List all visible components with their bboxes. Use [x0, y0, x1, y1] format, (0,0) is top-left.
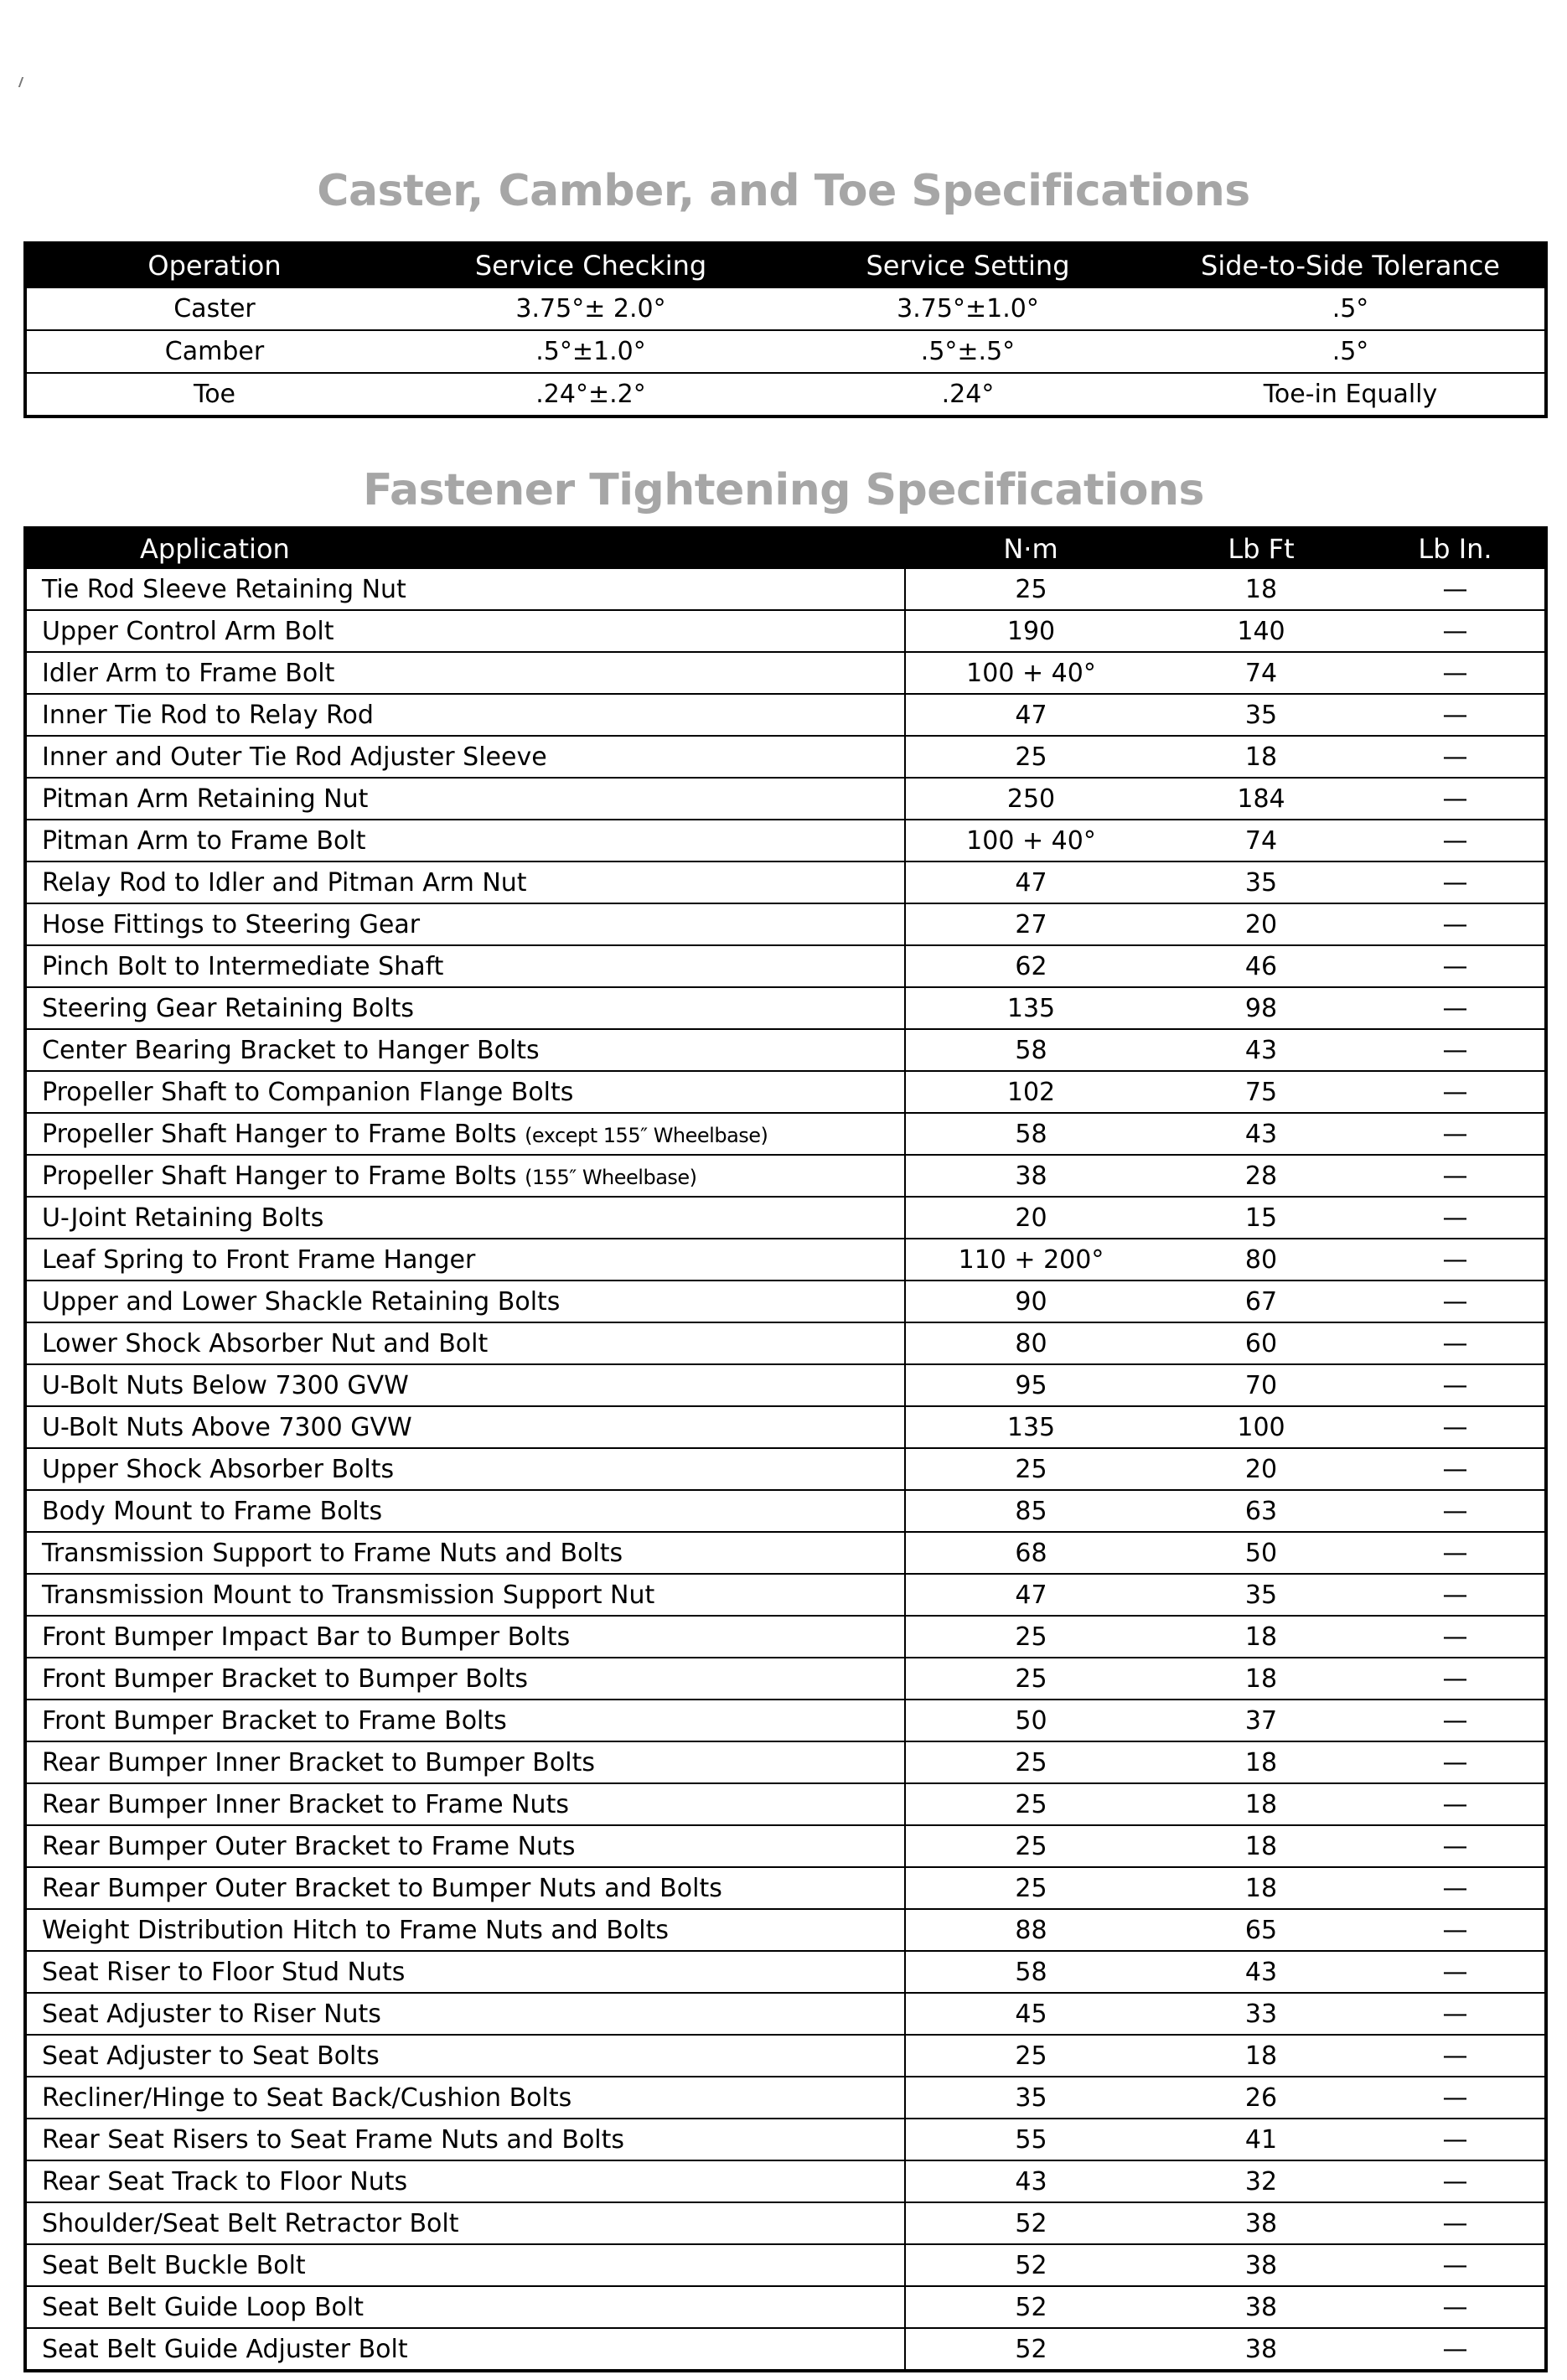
- fastener-row: [25, 1616, 1546, 1658]
- nm-cell: 25: [905, 1867, 1156, 1909]
- application-text: Tie Rod Sleeve Retaining Nut: [42, 574, 406, 604]
- fastener-row: [25, 1448, 1546, 1490]
- lb-in-cell: —: [1366, 1741, 1546, 1783]
- lb-in-cell: —: [1366, 1113, 1546, 1155]
- fastener-row: [25, 610, 1546, 652]
- lb-ft-cell: 38: [1156, 2244, 1366, 2286]
- lb-ft-cell: 43: [1156, 1951, 1366, 1993]
- lb-ft-cell: 35: [1156, 1574, 1366, 1616]
- operation-cell: Toe: [25, 373, 402, 416]
- nm-cell: 68: [905, 1532, 1156, 1574]
- fastener-row: [25, 1532, 1546, 1574]
- nm-cell: 95: [905, 1364, 1156, 1406]
- application-text: Pitman Arm to Frame Bolt: [42, 825, 366, 856]
- application-text: Upper and Lower Shackle Retaining Bolts: [42, 1286, 561, 1317]
- fastener-row: [25, 1239, 1546, 1281]
- application-text: Lower Shock Absorber Nut and Bolt: [42, 1328, 489, 1358]
- application-text: U-Bolt Nuts Below 7300 GVW: [42, 1370, 409, 1400]
- lb-ft-cell: 75: [1156, 1071, 1366, 1113]
- application-text: Propeller Shaft to Companion Flange Bolts: [42, 1077, 574, 1107]
- application-cell: [25, 1993, 905, 2035]
- application-text: Hose Fittings to Steering Gear: [42, 909, 421, 939]
- application-cell: [25, 1741, 905, 1783]
- lb-in-cell: —: [1366, 1783, 1546, 1825]
- lb-in-cell: —: [1366, 1574, 1546, 1616]
- fastener-row: [25, 1197, 1546, 1239]
- nm-cell: 27: [905, 903, 1156, 945]
- lb-in-cell: —: [1366, 1197, 1546, 1239]
- application-text: Inner and Outer Tie Rod Adjuster Sleeve: [42, 742, 547, 772]
- lb-in-cell: —: [1366, 1029, 1546, 1071]
- lb-in-cell: —: [1366, 1616, 1546, 1658]
- application-cell: [25, 1658, 905, 1700]
- nm-cell: 102: [905, 1071, 1156, 1113]
- lb-ft-cell: 32: [1156, 2160, 1366, 2202]
- application-text: Pinch Bolt to Intermediate Shaft: [42, 951, 444, 981]
- application-text: Pitman Arm Retaining Nut: [42, 784, 369, 814]
- fastener-row: [25, 1364, 1546, 1406]
- application-cell: [25, 820, 905, 861]
- application-cell: [25, 1155, 905, 1197]
- fastener-row: [25, 2119, 1546, 2160]
- nm-cell: 25: [905, 568, 1156, 610]
- lb-ft-cell: 43: [1156, 1029, 1366, 1071]
- application-cell: [25, 1700, 905, 1741]
- lb-ft-cell: 184: [1156, 778, 1366, 820]
- fastener-row: [25, 987, 1546, 1029]
- fastener-row: [25, 903, 1546, 945]
- application-text: Transmission Support to Frame Nuts and Bolts: [42, 1538, 623, 1568]
- application-cell: [25, 694, 905, 736]
- lb-in-cell: —: [1366, 945, 1546, 987]
- fastener-row: [25, 2077, 1546, 2119]
- lb-in-cell: —: [1366, 861, 1546, 903]
- lb-in-cell: —: [1366, 652, 1546, 694]
- application-note: (155″ Wheelbase): [525, 1165, 697, 1189]
- lb-ft-cell: 20: [1156, 903, 1366, 945]
- application-cell: [25, 2160, 905, 2202]
- tolerance-cell: .5°: [1156, 287, 1546, 330]
- nm-cell: 35: [905, 2077, 1156, 2119]
- nm-cell: 25: [905, 1448, 1156, 1490]
- fastener-header-row: [25, 528, 1546, 568]
- application-cell: [25, 2244, 905, 2286]
- nm-cell: 62: [905, 945, 1156, 987]
- application-text: Propeller Shaft Hanger to Frame Bolts: [42, 1161, 517, 1191]
- header-service-setting: Service Setting: [779, 243, 1156, 287]
- lb-in-cell: —: [1366, 1867, 1546, 1909]
- application-cell: [25, 1867, 905, 1909]
- operation-cell: Caster: [25, 287, 402, 330]
- nm-cell: 90: [905, 1281, 1156, 1322]
- nm-cell: 20: [905, 1197, 1156, 1239]
- lb-ft-cell: 38: [1156, 2202, 1366, 2244]
- application-cell: [25, 652, 905, 694]
- lb-in-cell: —: [1366, 1658, 1546, 1700]
- lb-ft-cell: 41: [1156, 2119, 1366, 2160]
- nm-cell: 25: [905, 1783, 1156, 1825]
- lb-in-cell: —: [1366, 1532, 1546, 1574]
- application-text: Leaf Spring to Front Frame Hanger: [42, 1244, 476, 1275]
- application-cell: [25, 2119, 905, 2160]
- fastener-row: [25, 1700, 1546, 1741]
- nm-cell: 52: [905, 2244, 1156, 2286]
- application-cell: [25, 1197, 905, 1239]
- lb-ft-cell: 80: [1156, 1239, 1366, 1281]
- lb-in-cell: —: [1366, 568, 1546, 610]
- header-operation: Operation: [25, 243, 402, 287]
- fastener-row: [25, 1825, 1546, 1867]
- header-lb-in: Lb In.: [1366, 528, 1546, 568]
- lb-in-cell: —: [1366, 1281, 1546, 1322]
- application-cell: [25, 1406, 905, 1448]
- lb-ft-cell: 26: [1156, 2077, 1366, 2119]
- nm-cell: 58: [905, 1029, 1156, 1071]
- lb-in-cell: —: [1366, 2035, 1546, 2077]
- nm-cell: 43: [905, 2160, 1156, 2202]
- lb-ft-cell: 18: [1156, 736, 1366, 778]
- application-cell: [25, 2202, 905, 2244]
- caster-header-row: [25, 243, 1546, 287]
- application-text: Rear Seat Track to Floor Nuts: [42, 2166, 408, 2196]
- fastener-row: [25, 1783, 1546, 1825]
- application-cell: [25, 1448, 905, 1490]
- service-checking-cell: .5°±1.0°: [402, 330, 779, 373]
- nm-cell: 110 + 200°: [905, 1239, 1156, 1281]
- fastener-row: [25, 1658, 1546, 1700]
- lb-ft-cell: 98: [1156, 987, 1366, 1029]
- application-cell: [25, 1783, 905, 1825]
- application-cell: [25, 1071, 905, 1113]
- nm-cell: 80: [905, 1322, 1156, 1364]
- fastener-row: [25, 1155, 1546, 1197]
- service-checking-cell: .24°±.2°: [402, 373, 779, 416]
- lb-in-cell: —: [1366, 610, 1546, 652]
- caster-row: [25, 287, 1546, 330]
- application-text: Upper Shock Absorber Bolts: [42, 1454, 395, 1484]
- fastener-row: [25, 1071, 1546, 1113]
- application-cell: [25, 736, 905, 778]
- application-text: Front Bumper Bracket to Frame Bolts: [42, 1705, 507, 1736]
- application-text: Rear Bumper Outer Bracket to Frame Nuts: [42, 1831, 576, 1861]
- service-setting-cell: .5°±.5°: [779, 330, 1156, 373]
- application-cell: [25, 1364, 905, 1406]
- lb-in-cell: —: [1366, 1448, 1546, 1490]
- application-text: Inner Tie Rod to Relay Rod: [42, 700, 374, 730]
- lb-ft-cell: 140: [1156, 610, 1366, 652]
- application-cell: [25, 861, 905, 903]
- application-cell: [25, 1825, 905, 1867]
- application-cell: [25, 2286, 905, 2328]
- application-text: Center Bearing Bracket to Hanger Bolts: [42, 1035, 540, 1065]
- nm-cell: 38: [905, 1155, 1156, 1197]
- application-cell: [25, 1951, 905, 1993]
- fastener-row: [25, 568, 1546, 610]
- lb-ft-cell: 18: [1156, 1658, 1366, 1700]
- application-text: Propeller Shaft Hanger to Frame Bolts: [42, 1119, 517, 1149]
- application-cell: [25, 568, 905, 610]
- application-cell: [25, 1029, 905, 1071]
- lb-ft-cell: 38: [1156, 2286, 1366, 2328]
- nm-cell: 100 + 40°: [905, 652, 1156, 694]
- fastener-row: [25, 1406, 1546, 1448]
- fastener-row: [25, 1741, 1546, 1783]
- lb-ft-cell: 100: [1156, 1406, 1366, 1448]
- application-cell: [25, 2328, 905, 2371]
- fastener-row: [25, 1490, 1546, 1532]
- application-text: Body Mount to Frame Bolts: [42, 1496, 383, 1526]
- fastener-row: [25, 1574, 1546, 1616]
- application-text: Rear Bumper Inner Bracket to Bumper Bolts: [42, 1747, 595, 1777]
- fastener-row: [25, 1909, 1546, 1951]
- fastener-row: [25, 736, 1546, 778]
- application-text: U-Joint Retaining Bolts: [42, 1203, 324, 1233]
- nm-cell: 85: [905, 1490, 1156, 1532]
- nm-cell: 100 + 40°: [905, 820, 1156, 861]
- lb-ft-cell: 18: [1156, 1867, 1366, 1909]
- lb-in-cell: —: [1366, 903, 1546, 945]
- nm-cell: 47: [905, 694, 1156, 736]
- nm-cell: 50: [905, 1700, 1156, 1741]
- lb-ft-cell: 63: [1156, 1490, 1366, 1532]
- nm-cell: 250: [905, 778, 1156, 820]
- application-cell: [25, 2077, 905, 2119]
- lb-ft-cell: 67: [1156, 1281, 1366, 1322]
- application-text: Shoulder/Seat Belt Retractor Bolt: [42, 2208, 459, 2238]
- fastener-row: [25, 2328, 1546, 2371]
- lb-in-cell: —: [1366, 2244, 1546, 2286]
- application-text: Front Bumper Impact Bar to Bumper Bolts: [42, 1622, 571, 1652]
- lb-in-cell: —: [1366, 1364, 1546, 1406]
- service-checking-cell: 3.75°± 2.0°: [402, 287, 779, 330]
- lb-ft-cell: 74: [1156, 820, 1366, 861]
- application-text: Rear Bumper Outer Bracket to Bumper Nuts and Bolts: [42, 1873, 722, 1903]
- lb-in-cell: —: [1366, 694, 1546, 736]
- header-lb-ft: Lb Ft: [1156, 528, 1366, 568]
- header-application: Application: [25, 528, 905, 568]
- application-cell: [25, 1113, 905, 1155]
- application-text: Recliner/Hinge to Seat Back/Cushion Bolts: [42, 2082, 572, 2113]
- fastener-row: [25, 652, 1546, 694]
- fastener-row: [25, 1113, 1546, 1155]
- application-text: Relay Rod to Idler and Pitman Arm Nut: [42, 867, 527, 898]
- lb-ft-cell: 18: [1156, 568, 1366, 610]
- lb-in-cell: —: [1366, 2077, 1546, 2119]
- caster-row: [25, 373, 1546, 416]
- lb-in-cell: —: [1366, 1700, 1546, 1741]
- nm-cell: 88: [905, 1909, 1156, 1951]
- nm-cell: 47: [905, 861, 1156, 903]
- fastener-row: [25, 1993, 1546, 2035]
- fastener-row: [25, 1951, 1546, 1993]
- application-text: Seat Riser to Floor Stud Nuts: [42, 1957, 406, 1987]
- application-cell: [25, 2035, 905, 2077]
- lb-in-cell: —: [1366, 1239, 1546, 1281]
- nm-cell: 58: [905, 1951, 1156, 1993]
- lb-ft-cell: 38: [1156, 2328, 1366, 2371]
- fastener-row: [25, 945, 1546, 987]
- header-service-checking: Service Checking: [402, 243, 779, 287]
- nm-cell: 45: [905, 1993, 1156, 2035]
- fastener-section-title: Fastener Tightening Specifications: [363, 465, 1204, 515]
- caster-row: [25, 330, 1546, 373]
- lb-in-cell: —: [1366, 1993, 1546, 2035]
- lb-ft-cell: 35: [1156, 694, 1366, 736]
- lb-ft-cell: 28: [1156, 1155, 1366, 1197]
- application-text: Idler Arm to Frame Bolt: [42, 658, 335, 688]
- lb-ft-cell: 18: [1156, 1616, 1366, 1658]
- lb-ft-cell: 60: [1156, 1322, 1366, 1364]
- application-text: Steering Gear Retaining Bolts: [42, 993, 414, 1023]
- application-cell: [25, 1281, 905, 1322]
- nm-cell: 25: [905, 1658, 1156, 1700]
- fastener-row: [25, 1281, 1546, 1322]
- lb-ft-cell: 18: [1156, 1783, 1366, 1825]
- lb-in-cell: —: [1366, 2119, 1546, 2160]
- nm-cell: 58: [905, 1113, 1156, 1155]
- fastener-row: [25, 2244, 1546, 2286]
- caster-section-title: Caster, Camber, and Toe Specifications: [317, 166, 1250, 216]
- fastener-row: [25, 820, 1546, 861]
- lb-in-cell: —: [1366, 778, 1546, 820]
- lb-ft-cell: 15: [1156, 1197, 1366, 1239]
- lb-in-cell: —: [1366, 2328, 1546, 2371]
- application-cell: [25, 1322, 905, 1364]
- application-text: Seat Adjuster to Seat Bolts: [42, 2041, 380, 2071]
- application-cell: [25, 1532, 905, 1574]
- fastener-row: [25, 1322, 1546, 1364]
- application-cell: [25, 903, 905, 945]
- fastener-row: [25, 2286, 1546, 2328]
- application-text: Seat Adjuster to Riser Nuts: [42, 1999, 381, 2029]
- application-text: Seat Belt Guide Loop Bolt: [42, 2292, 364, 2322]
- nm-cell: 190: [905, 610, 1156, 652]
- lb-in-cell: —: [1366, 1490, 1546, 1532]
- fastener-row: [25, 2160, 1546, 2202]
- operation-cell: Camber: [25, 330, 402, 373]
- service-setting-cell: .24°: [779, 373, 1156, 416]
- nm-cell: 52: [905, 2286, 1156, 2328]
- lb-ft-cell: 65: [1156, 1909, 1366, 1951]
- tolerance-cell: Toe-in Equally: [1156, 373, 1546, 416]
- nm-cell: 55: [905, 2119, 1156, 2160]
- application-cell: [25, 1239, 905, 1281]
- application-cell: [25, 1490, 905, 1532]
- application-text: Upper Control Arm Bolt: [42, 616, 334, 646]
- application-cell: [25, 778, 905, 820]
- nm-cell: 25: [905, 1825, 1156, 1867]
- application-cell: [25, 1909, 905, 1951]
- lb-ft-cell: 43: [1156, 1113, 1366, 1155]
- fastener-row: [25, 861, 1546, 903]
- lb-in-cell: —: [1366, 987, 1546, 1029]
- lb-ft-cell: 33: [1156, 1993, 1366, 2035]
- application-text: Front Bumper Bracket to Bumper Bolts: [42, 1663, 528, 1694]
- nm-cell: 52: [905, 2328, 1156, 2371]
- lb-in-cell: —: [1366, 736, 1546, 778]
- application-text: Seat Belt Guide Adjuster Bolt: [42, 2334, 408, 2364]
- lb-ft-cell: 74: [1156, 652, 1366, 694]
- lb-ft-cell: 18: [1156, 1741, 1366, 1783]
- lb-ft-cell: 70: [1156, 1364, 1366, 1406]
- nm-cell: 25: [905, 1616, 1156, 1658]
- application-cell: [25, 1616, 905, 1658]
- fastener-row: [25, 2035, 1546, 2077]
- lb-ft-cell: 20: [1156, 1448, 1366, 1490]
- header-side-to-side-tolerance: Side-to-Side Tolerance: [1156, 243, 1546, 287]
- lb-in-cell: —: [1366, 2286, 1546, 2328]
- header-nm: N·m: [905, 528, 1156, 568]
- nm-cell: 52: [905, 2202, 1156, 2244]
- fastener-tightening-table: [23, 526, 1548, 2372]
- caster-camber-toe-table: [23, 241, 1548, 418]
- lb-in-cell: —: [1366, 1825, 1546, 1867]
- fastener-row: [25, 1867, 1546, 1909]
- application-text: Transmission Mount to Transmission Support Nut: [42, 1580, 655, 1610]
- nm-cell: 25: [905, 736, 1156, 778]
- tolerance-cell: .5°: [1156, 330, 1546, 373]
- nm-cell: 25: [905, 1741, 1156, 1783]
- application-text: Seat Belt Buckle Bolt: [42, 2250, 306, 2280]
- fastener-row: [25, 778, 1546, 820]
- nm-cell: 47: [905, 1574, 1156, 1616]
- lb-in-cell: —: [1366, 2202, 1546, 2244]
- lb-ft-cell: 37: [1156, 1700, 1366, 1741]
- application-text: Rear Seat Risers to Seat Frame Nuts and Bolts: [42, 2124, 625, 2155]
- lb-in-cell: —: [1366, 820, 1546, 861]
- lb-in-cell: —: [1366, 1406, 1546, 1448]
- fastener-row: [25, 2202, 1546, 2244]
- application-cell: [25, 987, 905, 1029]
- application-text: Rear Bumper Inner Bracket to Frame Nuts: [42, 1789, 569, 1819]
- application-note: (except 155″ Wheelbase): [525, 1123, 768, 1147]
- application-cell: [25, 945, 905, 987]
- lb-in-cell: —: [1366, 1071, 1546, 1113]
- lb-ft-cell: 50: [1156, 1532, 1366, 1574]
- lb-in-cell: —: [1366, 1951, 1546, 1993]
- application-text: U-Bolt Nuts Above 7300 GVW: [42, 1412, 412, 1442]
- service-setting-cell: 3.75°±1.0°: [779, 287, 1156, 330]
- lb-ft-cell: 18: [1156, 1825, 1366, 1867]
- application-cell: [25, 1574, 905, 1616]
- lb-in-cell: —: [1366, 2160, 1546, 2202]
- lb-ft-cell: 35: [1156, 861, 1366, 903]
- application-cell: [25, 610, 905, 652]
- lb-in-cell: —: [1366, 1322, 1546, 1364]
- lb-in-cell: —: [1366, 1155, 1546, 1197]
- fastener-row: [25, 694, 1546, 736]
- nm-cell: 135: [905, 987, 1156, 1029]
- lb-in-cell: —: [1366, 1909, 1546, 1951]
- corner-mark: [18, 77, 27, 87]
- lb-ft-cell: 46: [1156, 945, 1366, 987]
- lb-ft-cell: 18: [1156, 2035, 1366, 2077]
- application-text: Weight Distribution Hitch to Frame Nuts and Bolts: [42, 1915, 669, 1945]
- fastener-row: [25, 1029, 1546, 1071]
- nm-cell: 25: [905, 2035, 1156, 2077]
- nm-cell: 135: [905, 1406, 1156, 1448]
